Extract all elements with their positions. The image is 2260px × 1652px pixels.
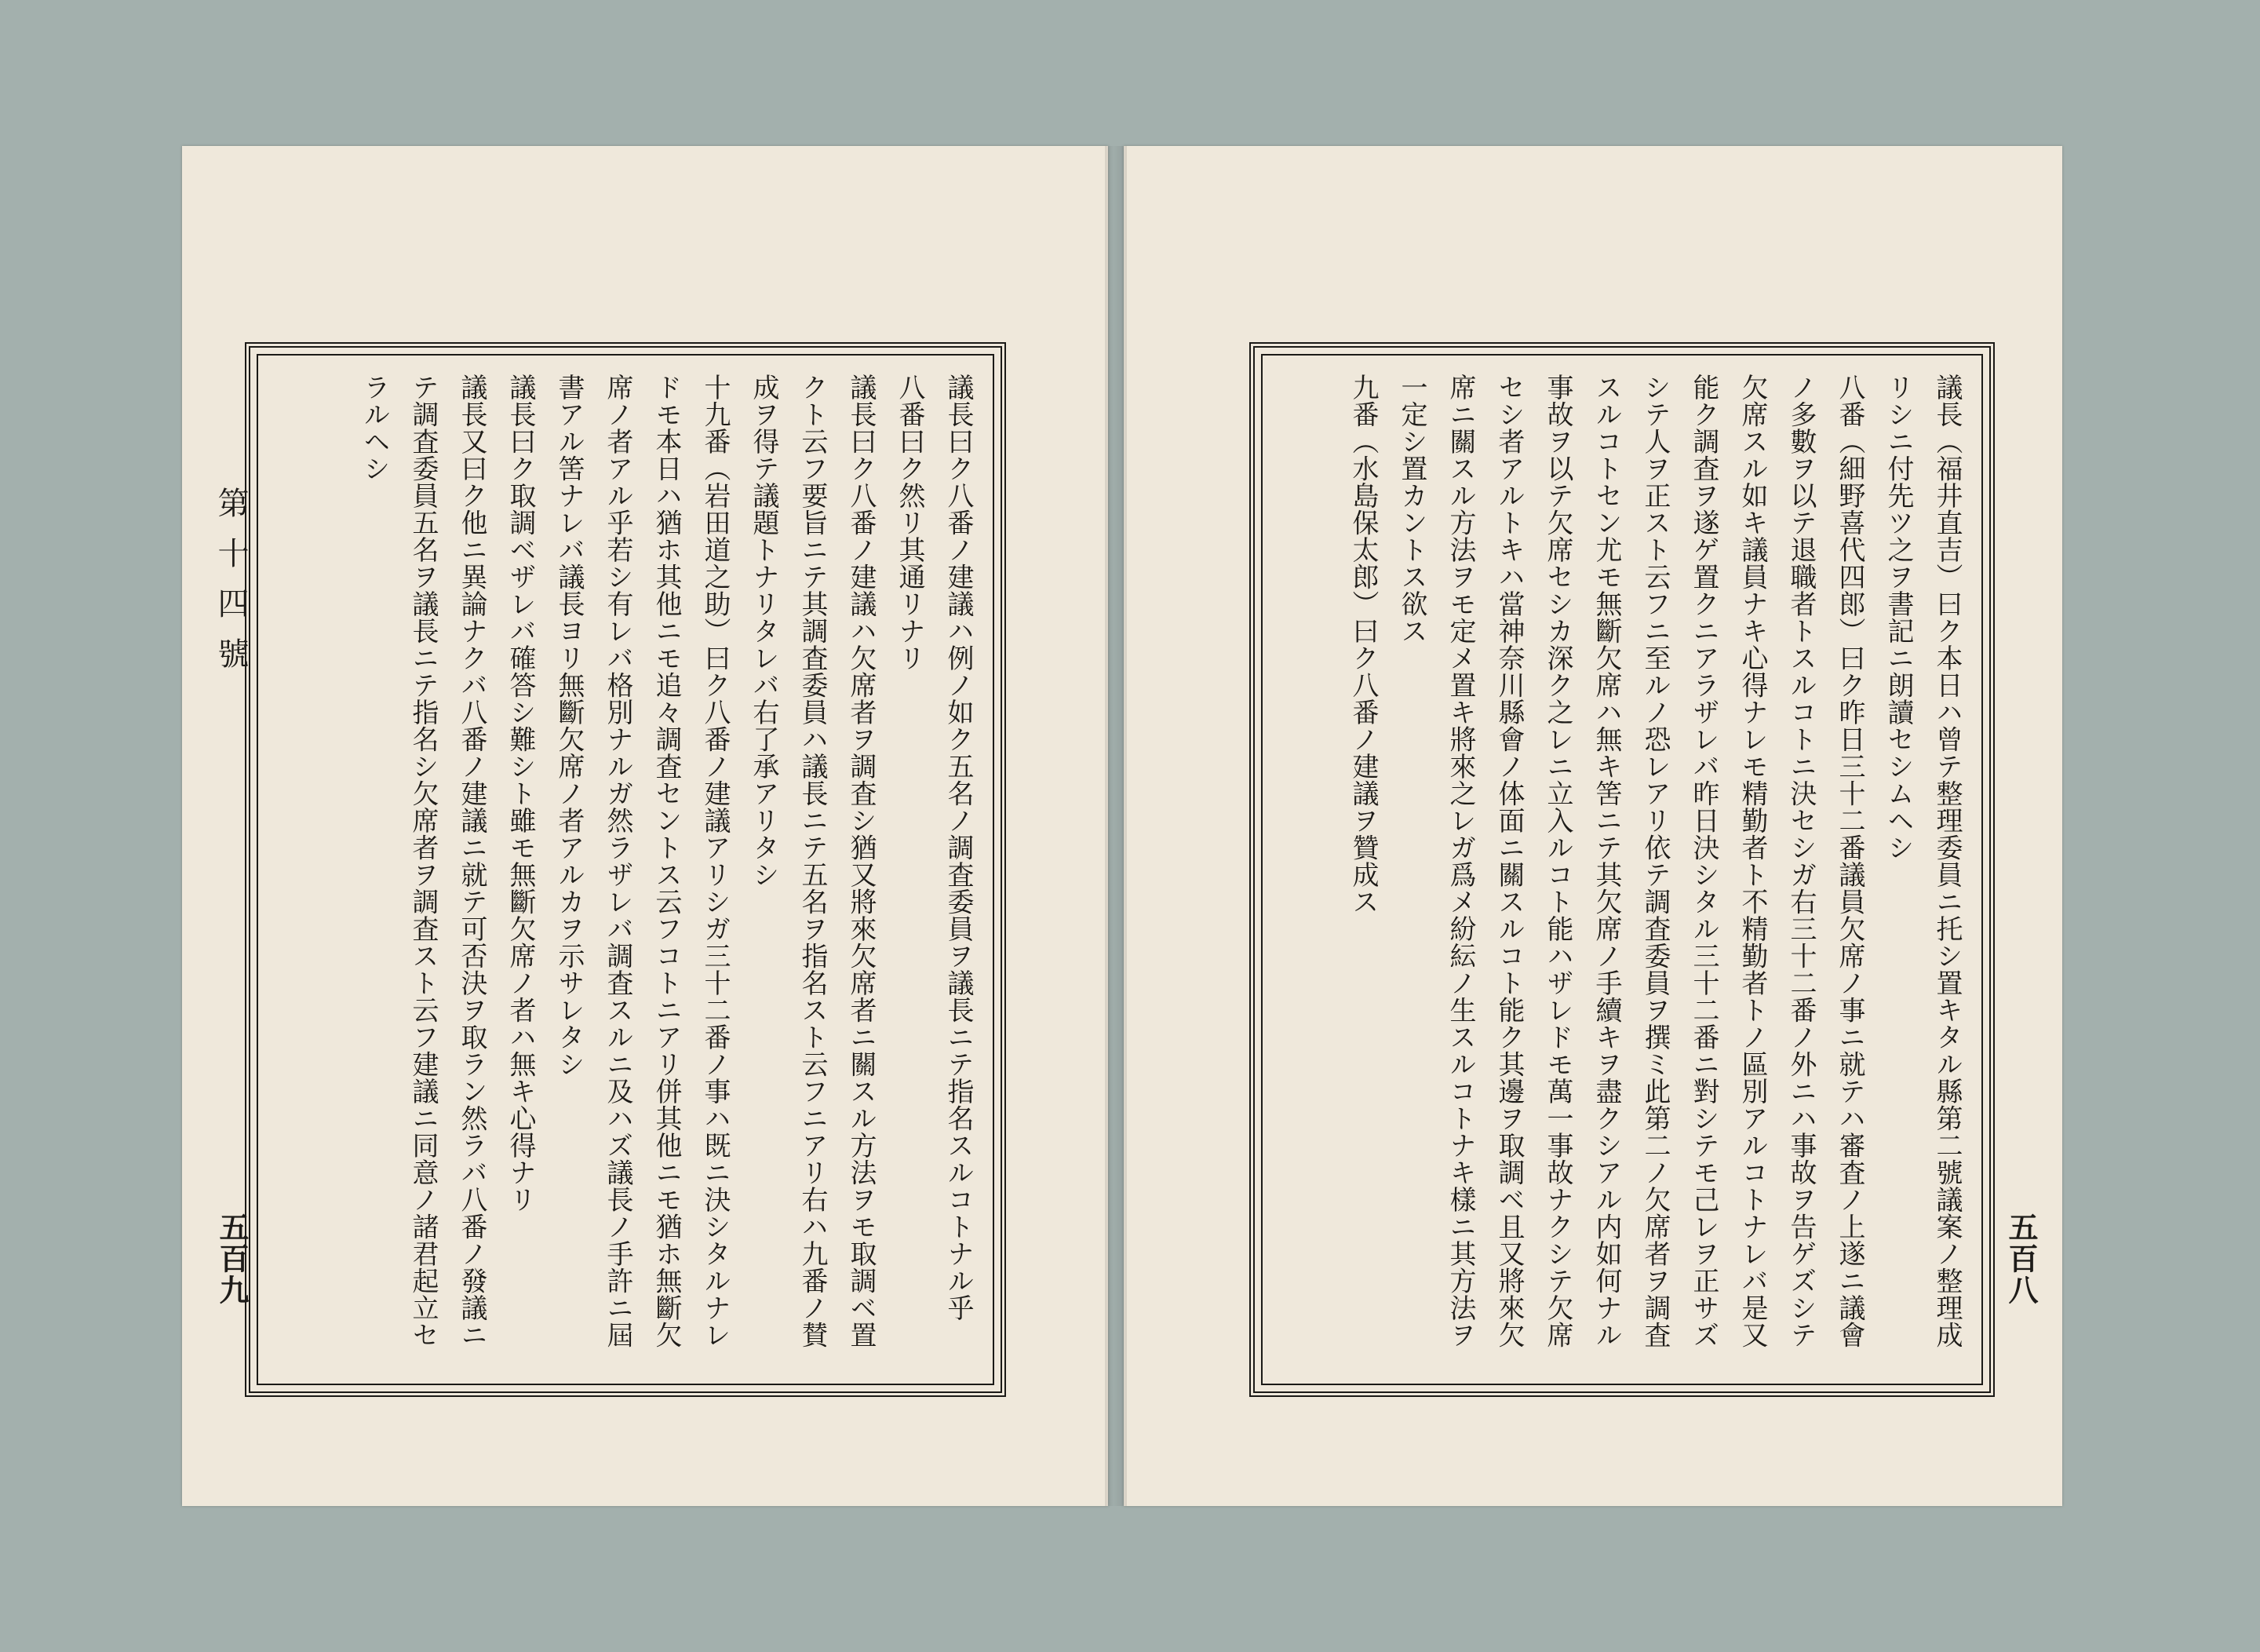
book-gutter [1105, 146, 1127, 1506]
paragraph: 議長又曰ク他ニ異論ナクバ八番ノ建議ニ就テ可否決ヲ取ラン然ラバ八番ノ發議ニテ調査委員五名ヲ議長ニテ指名シ欠席者ヲ調査スト云フ建議ニ同意ノ諸君起立セラルヘシ [359, 374, 487, 1348]
issue-number-heading: 第十四號 [213, 487, 249, 687]
left-page-text [276, 374, 982, 1362]
paragraph: 議長曰ク取調ベザレバ確答シ難シト雖モ無斷欠席ノ者ハ無キ心得ナリ [505, 374, 536, 1213]
paragraph: 議長（福井直吉）曰ク本日ハ曾テ整理委員ニ托シ置キタル縣第二號議案ノ整理成リシニ付先ツ之ヲ書記ニ朗讀セシムヘシ [1883, 374, 1963, 1348]
paragraph: 八番曰ク然リ其通リナリ [894, 374, 925, 672]
paragraph: 八番（細野喜代四郎）曰ク昨日三十二番議員欠席ノ事ニ就テハ審査ノ上遂ニ議會ノ多數ヲ以テ退職者トスルコトニ決セシガ右三十二番ノ外ニハ事故ヲ告ゲズシテ欠席スル如キ議員ナキ心得ナレモ精勤者ト不精勤者トノ區別アルコトナレバ是又能ク調査ヲ遂ゲ置クニアラザレバ昨日決シタル三十二番ニ對シテモ己レヲ正サズシテ人ヲ正スト云フニ至ルノ恐レアリ依テ調査委員ヲ撰ミ此第二ノ欠席者ヲ調査スルコトセン尤モ無斷欠席ハ無キ筈ニテ其欠席ノ手續キヲ盡クシアル内如何ナル事故ヲ以テ欠席セシカ深ク之レニ立入ルコト能ハザレドモ萬一事故ナクシテ欠席セシ者アルトキハ當神奈川縣會ノ体面ニ關スルコト能ク其邊ヲ取調ベ且又將來欠席ニ關スル方法ヲモ定メ置キ將來之レガ爲メ紛紜ノ生スルコトナキ樣ニ其方法ヲ一定シ置カントス欲ス [1396, 374, 1865, 1348]
left-page-number: 五百九 [214, 1212, 250, 1306]
paragraph: 十九番（岩田道之助）曰ク八番ノ建議アリシガ三十二番ノ事ハ既ニ決シタルナレドモ本日ハ猶ホ其他ニモ追々調査セントス云フコトニアリ併其他ニモ猶ホ無斷欠席ノ者アル乎若シ有レバ格別ナルガ然ラザレバ調査スルニ及ハズ議長ノ手許ニ屆書アル筈ナレバ議長ヨリ無斷欠席ノ者アルカヲ示サレタシ [553, 374, 731, 1348]
right-page-text [1281, 374, 1971, 1362]
paragraph: 議長曰ク八番ノ建議ハ欠席者ヲ調査シ猶又將來欠席者ニ關スル方法ヲモ取調ベ置クト云フ要旨ニテ其調査委員ハ議長ニテ五名ヲ指名スト云フニアリ右ハ九番ノ賛成ヲ得テ議題トナリタレバ右了承アリタシ [748, 374, 877, 1348]
right-page-number: 五百八 [2003, 1212, 2039, 1306]
paragraph: 議長曰ク八番ノ建議ハ例ノ如ク五名ノ調査委員ヲ議長ニテ指名スルコトナル乎 [942, 374, 974, 1322]
paragraph: 九番（水島保太郎）曰ク八番ノ建議ヲ贊成ス [1347, 374, 1379, 915]
